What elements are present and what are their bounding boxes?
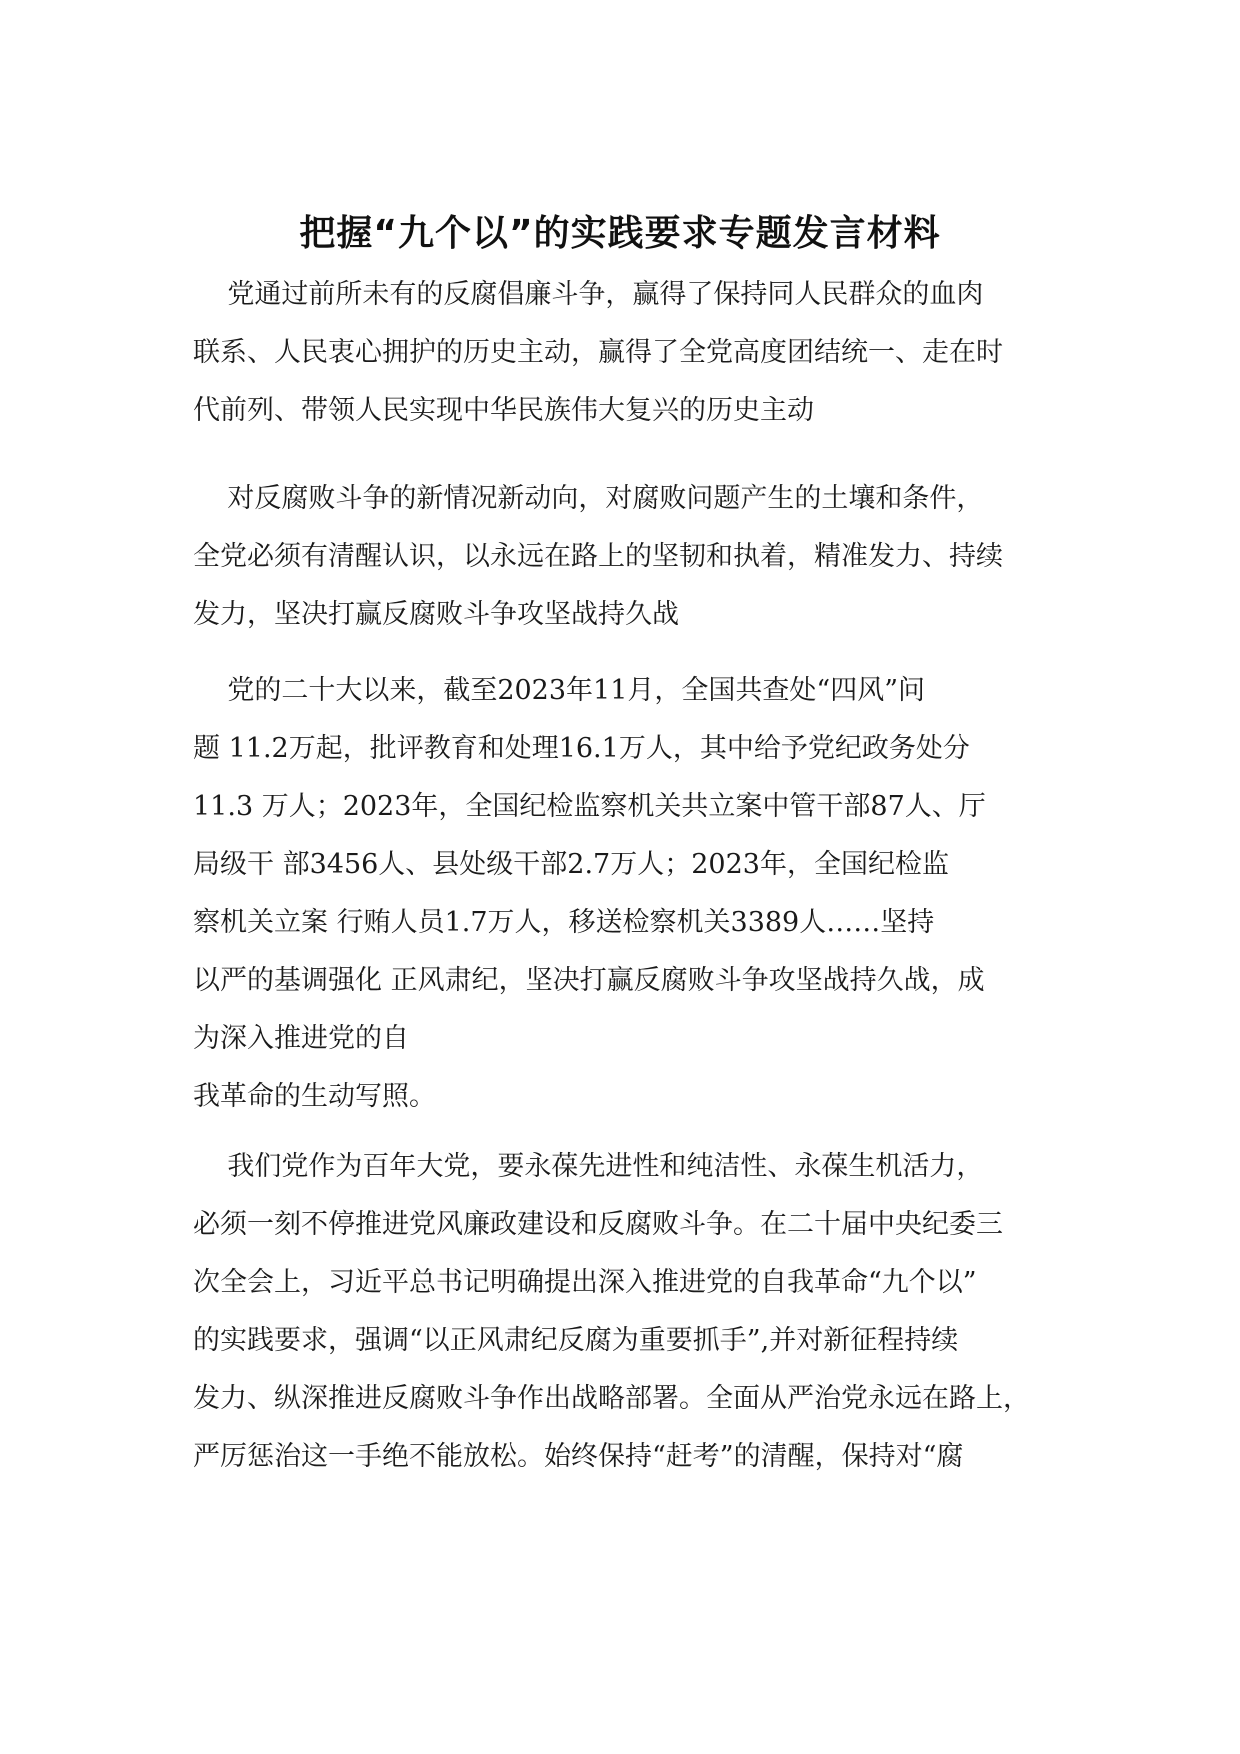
- paragraph-line: 党通过前所未有的反腐倡廉斗争，赢得了保持同人民群众的血肉: [193, 279, 984, 310]
- paragraph-line: 题 11.2万起，批评教育和处理16.1万人，其中给予党纪政务处分: [193, 733, 970, 764]
- document-title: 把握“九个以”的实践要求专题发言材料: [299, 213, 941, 255]
- paragraph-line: 11.3 万人；2023年，全国纪检监察机关共立案中管干部87人、厅: [193, 791, 986, 822]
- paragraph-line: 全党必须有清醒认识，以永远在路上的坚韧和执着，精准发力、持续: [193, 541, 1003, 572]
- paragraph-line: 的实践要求，强调“以正风肃纪反腐为重要抓手”,并对新征程持续: [193, 1325, 959, 1356]
- paragraph-line: 联系、人民衷心拥护的历史主动，赢得了全党高度团结统一、走在时: [193, 337, 1003, 368]
- paragraph-line: 我们党作为百年大党，要永葆先进性和纯洁性、永葆生机活力，: [193, 1151, 984, 1182]
- paragraph-line: 以严的基调强化 正风肃纪，坚决打赢反腐败斗争攻坚战持久战，成: [193, 965, 985, 996]
- paragraph-line: 对反腐败斗争的新情况新动向，对腐败问题产生的土壤和条件，: [193, 483, 984, 514]
- paragraph-line: 为深入推进党的自: [193, 1023, 409, 1054]
- paragraph-line: 我革命的生动写照。: [193, 1081, 436, 1112]
- paragraph-line: 察机关立案 行贿人员1.7万人，移送检察机关3389人……坚持: [193, 907, 935, 938]
- paragraph-3: [193, 662, 1045, 1126]
- paragraph-line: 严厉惩治这一手绝不能放松。始终保持“赶考”的清醒，保持对“腐: [193, 1441, 964, 1472]
- paragraph-line: 发力，坚决打赢反腐败斗争攻坚战持久战: [193, 599, 679, 630]
- paragraph-line: 必须一刻不停推进党风廉政建设和反腐败斗争。在二十届中央纪委三: [193, 1209, 1003, 1240]
- paragraph-line: 党的二十大以来，截至2023年11月，全国共查处“四风”问: [193, 675, 926, 706]
- paragraph-2: [193, 470, 1045, 644]
- paragraph-line: 代前列、带领人民实现中华民族伟大复兴的历史主动: [193, 395, 814, 426]
- paragraph-1: [193, 266, 1045, 440]
- paragraph-line: 发力、纵深推进反腐败斗争作出战略部署。全面从严治党永远在路上，: [193, 1383, 1030, 1414]
- paragraph-line: 局级干 部3456人、县处级干部2.7万人；2023年，全国纪检监: [193, 849, 949, 880]
- paragraph-line: 次全会上，习近平总书记明确提出深入推进党的自我革命“九个以”: [193, 1267, 977, 1298]
- paragraph-4: [193, 1138, 1045, 1486]
